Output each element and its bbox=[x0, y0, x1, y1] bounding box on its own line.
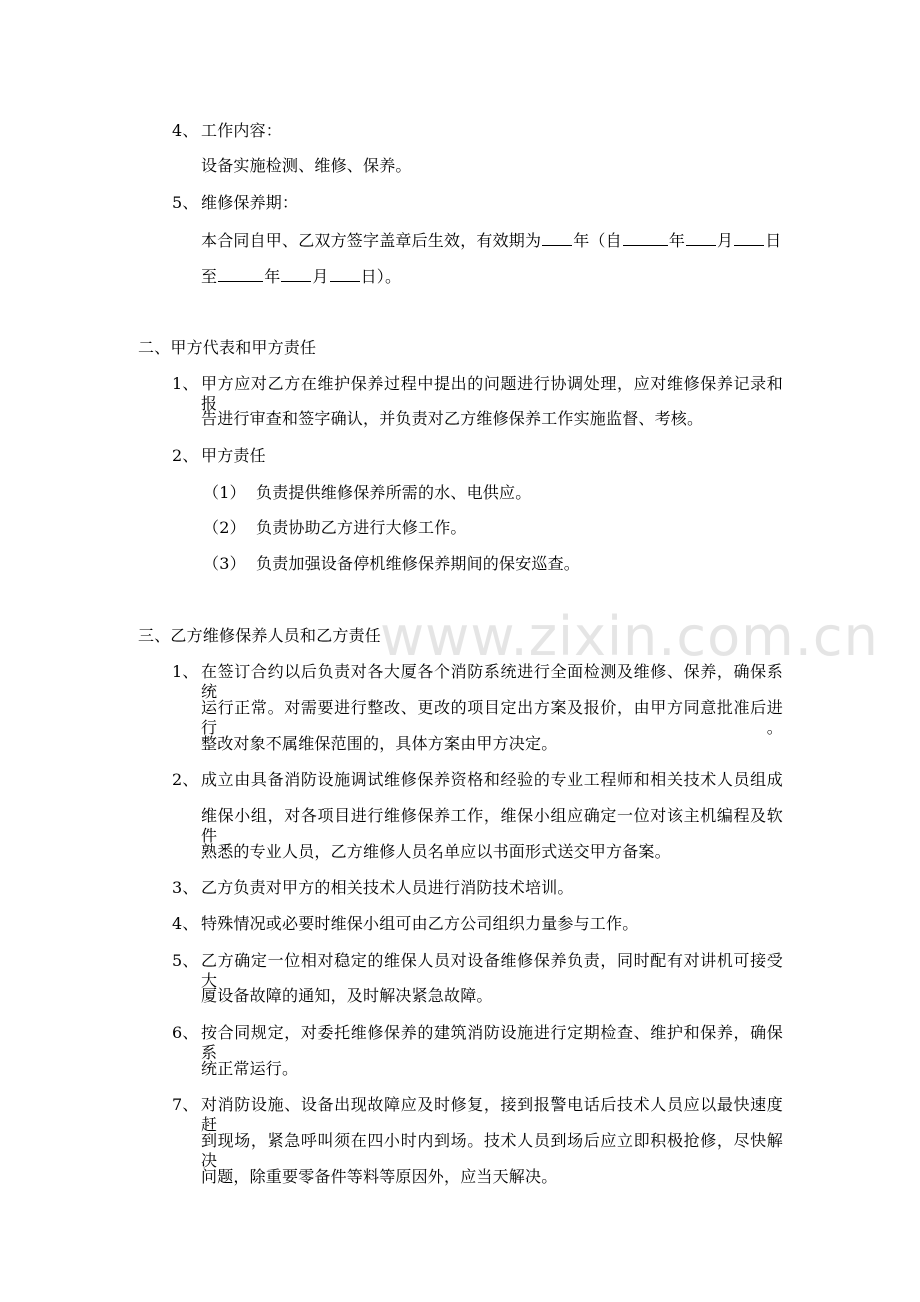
validity-line-2 bbox=[201, 265, 401, 287]
s3-item-1-line-3: 整改对象不属维保范围的，具体方案由甲方决定。 bbox=[201, 734, 558, 753]
item-5-number: 5、 bbox=[172, 193, 199, 212]
end-month-blank bbox=[281, 265, 311, 282]
s3-item-4-number: 4、 bbox=[172, 914, 199, 933]
item-4-number: 4、 bbox=[172, 121, 199, 140]
s3-item-6-number: 6、 bbox=[172, 1023, 199, 1042]
item-4-body: 设备实施检测、维修、保养。 bbox=[201, 156, 412, 175]
s2-sub-1-number: （1） bbox=[203, 483, 246, 502]
s3-item-2-line-3: 熟悉的专业人员，乙方维修人员名单应以书面形式送交甲方备案。 bbox=[201, 842, 671, 861]
item-4-label: 工作内容： bbox=[201, 121, 283, 140]
validity-text-8: 月 bbox=[312, 267, 329, 286]
s3-item-2-line-2: 维保小组，对各项目进行维修保养工作，维保小组应确定一位对该主机编程及软件 bbox=[201, 806, 783, 845]
s3-item-2-number: 2、 bbox=[172, 770, 199, 789]
validity-text-6: 至 bbox=[201, 267, 218, 286]
end-year-blank bbox=[218, 265, 263, 282]
validity-text-9: 日）。 bbox=[360, 267, 402, 286]
s2-item-1-number: 1、 bbox=[172, 374, 199, 393]
validity-text-1: 本合同自甲、乙双方签字盖章后生效，有效期为 bbox=[201, 231, 542, 250]
s2-item-1-line-1: 甲方应对乙方在维护保养过程中提出的问题进行协调处理，应对维修保养记录和报 bbox=[201, 374, 783, 413]
s2-sub-1-text: 负责提供维修保养所需的水、电供应。 bbox=[256, 483, 532, 502]
s2-item-2-number: 2、 bbox=[172, 446, 199, 465]
s3-item-5-line-2: 厦设备故障的通知，及时解决紧急故障。 bbox=[201, 986, 493, 1005]
s3-item-6-line-1: 按合同规定，对委托维修保养的建筑消防设施进行定期检查、维护和保养，确保系 bbox=[201, 1023, 783, 1062]
s3-item-7-line-3: 问题，除重要零备件等料等原因外，应当天解决。 bbox=[201, 1167, 558, 1186]
s2-sub-2-text: 负责协助乙方进行大修工作。 bbox=[256, 518, 467, 537]
start-day-blank bbox=[734, 229, 764, 246]
section-3-heading: 三、乙方维修保养人员和乙方责任 bbox=[138, 626, 382, 645]
s2-item-1-line-2: 告进行审查和签字确认，并负责对乙方维修保养工作实施监督、考核。 bbox=[201, 409, 704, 428]
end-day-blank bbox=[330, 265, 360, 282]
s3-item-6-line-2: 统正常运行。 bbox=[201, 1059, 299, 1078]
s3-item-1-number: 1、 bbox=[172, 662, 199, 681]
s2-sub-3-text: 负责加强设备停机维修保养期间的保安巡查。 bbox=[256, 554, 581, 573]
start-year-blank bbox=[623, 229, 668, 246]
item-5-label: 维修保养期： bbox=[201, 193, 299, 212]
s3-item-3-line-1: 乙方负责对甲方的相关技术人员进行消防技术培训。 bbox=[201, 878, 574, 897]
s3-item-7-line-2: 到现场，紧急呼叫须在四小时内到场。技术人员到场后应立即积极抢修，尽快解决 bbox=[201, 1131, 783, 1170]
validity-text-3: 年 bbox=[668, 231, 686, 250]
validity-line-1 bbox=[201, 229, 781, 251]
section-2-heading: 二、甲方代表和甲方责任 bbox=[138, 338, 317, 357]
s3-item-1-line-2: 运行正常。对需要进行整改、更改的项目定出方案及报价，由甲方同意批准后进行。 bbox=[201, 698, 783, 737]
validity-text-7: 年 bbox=[264, 267, 281, 286]
s3-item-7-line-1: 对消防设施、设备出现故障应及时修复，接到报警电话后技术人员应以最快速度赶 bbox=[201, 1095, 783, 1134]
validity-text-2: 年（自 bbox=[573, 231, 622, 250]
s3-item-4-line-1: 特殊情况或必要时维保小组可由乙方公司组织力量参与工作。 bbox=[201, 914, 639, 933]
s2-sub-2-number: （2） bbox=[203, 518, 246, 537]
s3-item-5-line-1: 乙方确定一位相对稳定的维保人员对设备维修保养负责，同时配有对讲机可接受大 bbox=[201, 951, 783, 990]
s3-item-3-number: 3、 bbox=[172, 878, 199, 897]
s3-item-5-number: 5、 bbox=[172, 951, 199, 970]
start-month-blank bbox=[686, 229, 716, 246]
watermark: www.zixin.com.cn bbox=[380, 605, 879, 668]
s3-item-1-line-1: 在签订合约以后负责对各大厦各个消防系统进行全面检测及维修、保养，确保系统 bbox=[201, 662, 783, 701]
s2-item-2-label: 甲方责任 bbox=[201, 446, 266, 465]
validity-text-4: 月 bbox=[717, 231, 734, 250]
s3-item-7-number: 7、 bbox=[172, 1095, 199, 1114]
s2-sub-3-number: （3） bbox=[203, 554, 246, 573]
validity-text-5: 日 bbox=[765, 231, 782, 250]
s3-item-2-line-1: 成立由具备消防设施调试维修保养资格和经验的专业工程师和相关技术人员组成 bbox=[201, 770, 783, 789]
years-blank bbox=[542, 229, 572, 246]
